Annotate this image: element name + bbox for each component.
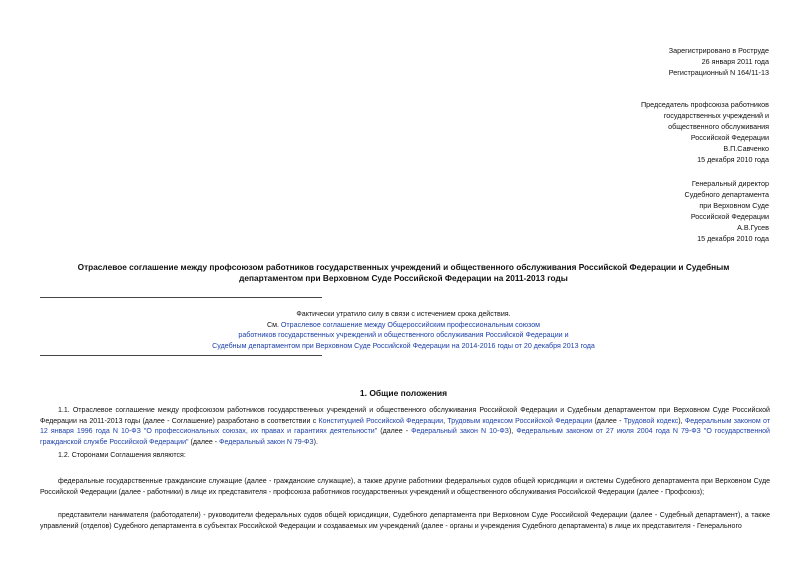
notice-see: См. bbox=[266, 320, 281, 329]
paragraph-1-1 bbox=[40, 406, 770, 448]
labor-code-short-link[interactable]: Трудовой кодекс bbox=[623, 417, 679, 425]
paragraph-parties-employers bbox=[40, 511, 770, 532]
replacement-agreement-link[interactable]: Отраслевое соглашение между Общероссийским профессиональным союзом bbox=[280, 320, 541, 329]
document-title bbox=[40, 262, 767, 284]
director-date: 15 декабря 2010 года bbox=[697, 234, 769, 243]
paragraph-text: ). bbox=[313, 438, 318, 446]
registration-line: Зарегистрировано в Роструде bbox=[668, 46, 769, 55]
law-10fz-short-link[interactable]: Федеральный закон N 10-ФЗ bbox=[411, 428, 509, 435]
paragraph-text: 1.2. Сторонами Соглашения являются: bbox=[58, 452, 186, 459]
paragraph-1-2 bbox=[40, 451, 770, 462]
chairman-title-line: Российской Федерации bbox=[690, 133, 769, 142]
paragraph-text: (далее - bbox=[377, 428, 412, 435]
document-title-line: Отраслевое соглашение между профсоюзом работников государственных учреждений и общественного обслуживания Российской Федерации и Судебным bbox=[77, 262, 730, 272]
divider-bottom bbox=[40, 355, 322, 356]
chairman-title-line: Председатель профсоюза работников bbox=[641, 100, 769, 109]
paragraph-text: ), bbox=[508, 428, 517, 435]
registration-number: Регистрационный N 164/11-13 bbox=[668, 68, 769, 77]
paragraph-parties-employees bbox=[40, 477, 770, 498]
law-10fz-link[interactable]: Федеральным законом от 12 января 1996 года N 10-ФЗ "О профессиональных союзах, их правах и гарантиях деятельности" bbox=[40, 417, 770, 435]
document-title-line: департаментом при Верховном Суде Российской Федерации на 2011-2013 годы bbox=[239, 273, 568, 283]
chairman-title-line: государственных учреждений и bbox=[663, 111, 769, 120]
director-signature-block bbox=[685, 178, 769, 244]
divider-top bbox=[40, 297, 322, 298]
director-title-line: Российской Федерации bbox=[690, 212, 769, 221]
registration-date: 26 января 2011 года bbox=[701, 57, 769, 66]
chairman-date: 15 декабря 2010 года bbox=[697, 155, 769, 164]
replacement-agreement-link-line3[interactable]: Судебным департаментом при Верховном Суде Российской Федерации на 2014-2016 годы от 20 декабря 2013 года bbox=[212, 341, 595, 350]
paragraph-text: , bbox=[443, 417, 448, 425]
paragraph-text: ), bbox=[678, 417, 685, 425]
director-title-line: Генеральный директор bbox=[691, 179, 769, 188]
notice-text: Фактически утратило силу в связи с истечением срока действия. bbox=[296, 310, 511, 318]
expiry-notice bbox=[40, 309, 767, 351]
paragraph-text: федеральные государственные гражданские служащие (далее - гражданские служащие), а также другие работники федеральных судов общей юрисдикции и системы Судебного департамента при Верховном Суде Российской Федерации (далее - работники) в лице их представителя - профсоюза работников государственных учреждений и общественного обслуживания Российской Федерации (далее - Профсоюз); bbox=[40, 478, 770, 496]
replacement-agreement-link-line2[interactable]: работников государственных учреждений и общественного обслуживания Российской Федерации и bbox=[238, 331, 569, 339]
director-name: А.В.Гусев bbox=[737, 223, 769, 232]
chairman-signature-block bbox=[641, 99, 769, 165]
law-79fz-short-link[interactable]: Федеральный закон N 79-ФЗ bbox=[219, 438, 314, 446]
chairman-name: В.П.Савченко bbox=[723, 144, 769, 153]
section-heading: 1. Общие положения bbox=[359, 388, 448, 398]
registration-block bbox=[669, 45, 769, 78]
director-title-line: Судебного департамента bbox=[684, 190, 769, 199]
paragraph-text: 1.1. Отраслевое соглашение между профсоюзом работников государственных учреждений и общественного обслуживания Российской Федерации и Судебным департаментом при Верховном Суде Российской Федерации на 2011-2013 годы (далее - Соглашение) разработано в соответствии с bbox=[40, 407, 770, 425]
paragraph-text: представители нанимателя (работодатели) - руководители федеральных судов общей юрисдикции, Судебного департамента при Верховном Суде Российской Федерации (далее - Судебный департамент), а также управлений (отделов) Судебного департамента в субъектах Российской Федерации и создаваемых им учреждений (далее - органы и учреждения Судебного департамента) в лице их представителя - Генерального bbox=[40, 512, 770, 530]
chairman-title-line: общественного обслуживания bbox=[668, 122, 769, 131]
law-79fz-link[interactable]: Федеральным законом от 27 июля 2004 года N 79-ФЗ "О государственной гражданской службе Российской Федерации" bbox=[40, 428, 770, 446]
paragraph-text: (далее - bbox=[188, 438, 220, 446]
director-title-line: при Верховном Суде bbox=[699, 201, 769, 210]
paragraph-text: (далее - bbox=[592, 417, 624, 425]
labor-code-link[interactable]: Трудовым кодексом Российской Федерации bbox=[447, 417, 593, 425]
constitution-link[interactable]: Конституцией Российской Федерации bbox=[318, 417, 444, 425]
